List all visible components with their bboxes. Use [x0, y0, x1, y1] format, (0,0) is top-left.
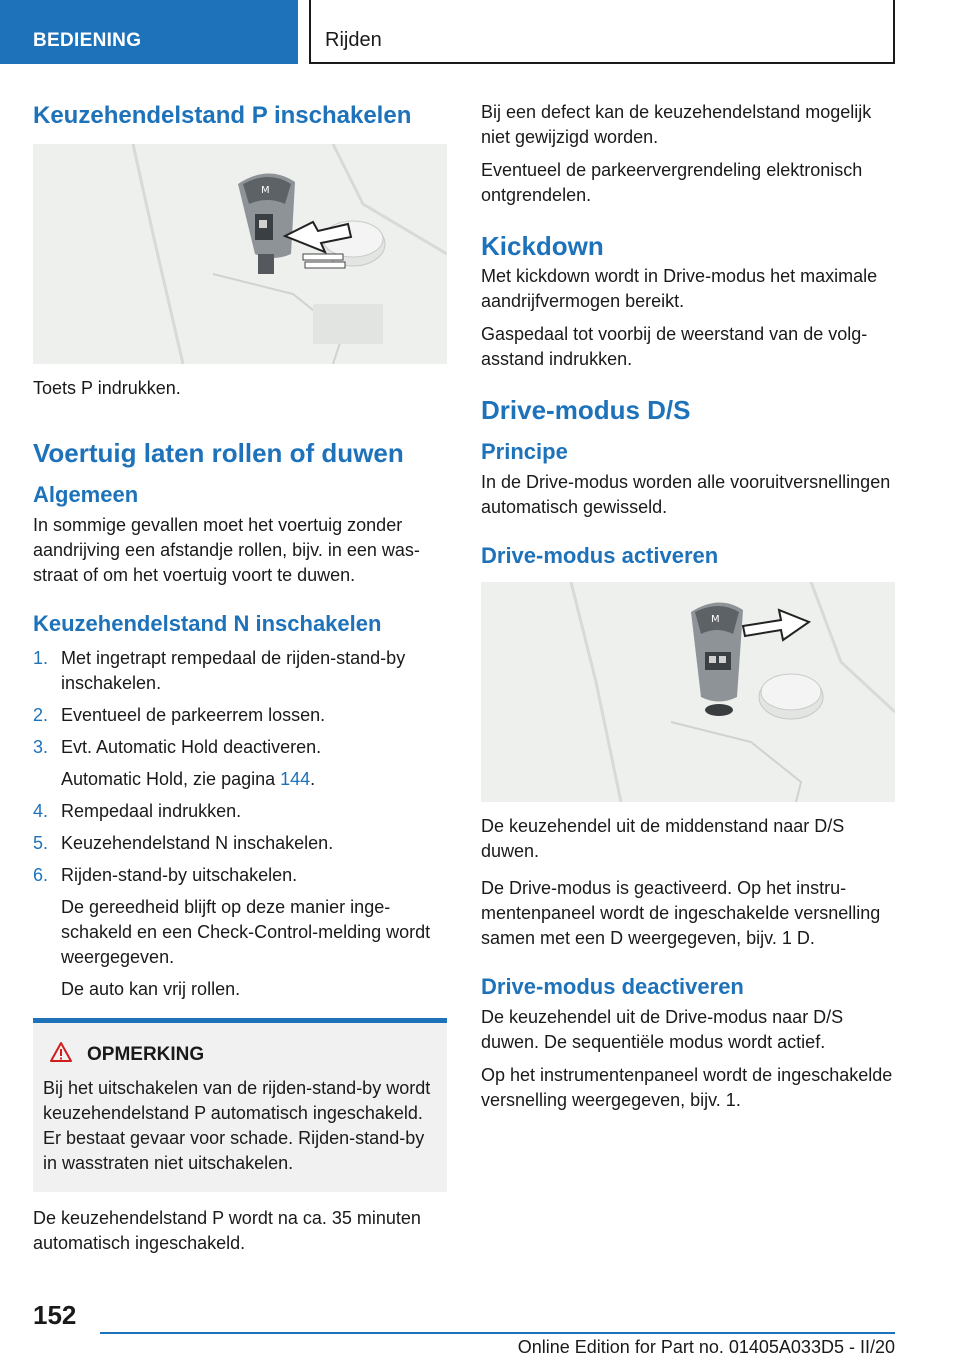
paragraph-kickdown-2: Gaspedaal tot voorbij de weerstand van de volgasstand indrukken. [481, 324, 868, 369]
heading-kickdown: Kickdown [481, 231, 604, 261]
paragraph-defect: Bij een defect kan de keuzehendelstand mogelijk niet gewijzigd worden. [481, 102, 872, 147]
paragraph-deactivate-1: De keuzehendel uit de Drive-modus naar D/S duwen. De sequentiële modus wordt actief. [481, 1007, 844, 1052]
heading-p-position: Keuzehendelstand P inschakelen [33, 102, 412, 129]
paragraph-unlock: Eventueel de parkeervergrendeling elektronisch ontgrendelen. [481, 160, 863, 205]
paragraph-kickdown-1: Met kickdown wordt in Drive-modus het maximale aandrijfvermogen bereikt. [481, 266, 878, 311]
step-item: 3. Evt. Automatic Hold deactiveren. Automatic Hold, zie pagina 144. [33, 737, 322, 789]
note-title: OPMERKING [87, 1043, 205, 1065]
paragraph-principle: In de Drive-modus worden alle vooruitversnellingen automatisch gewisseld. [481, 472, 891, 517]
svg-text:M: M [261, 185, 270, 196]
step-item: 4. Rempedaal indrukken. [33, 801, 242, 821]
left-column [33, 100, 447, 1264]
paragraph-deactivate-2: Op het instrumentenpaneel wordt de ingeschakelde versnelling weergegeven, bijv. 1. [481, 1065, 893, 1110]
step-item: 6. Rijden-stand-by uitschakelen. De gereedheid blijft op deze manier ingeschakeld en een Check-Control-melding wordt weergegeven. De auto kan vrij rollen. [33, 865, 431, 999]
page-number: 152 [33, 1300, 77, 1330]
heading-drive-mode: Drive-modus D/S [481, 395, 691, 425]
chapter-tab: BEDIENING [0, 0, 298, 64]
paragraph-auto-p: De keuzehendelstand P wordt na ca. 35 minuten automatisch ingeschakeld. [33, 1208, 421, 1253]
gear-selector-ds-figure [481, 582, 895, 802]
paragraph-activate-2: De Drive-modus is geactiveerd. Op het instrumentenpaneel wordt de ingeschakelde versnelling samen met een D weergegeven, bijv. 1 D. [481, 878, 881, 948]
gear-selector-ds-illustration [481, 582, 895, 802]
step-item: 2. Eventueel de parkeerrem lossen. [33, 705, 326, 725]
note-text: Bij het uitschakelen van de rijden-stand-by wordt keuzehendelstand P automatisch ingeschakeld. Er bestaat gevaar voor schade. Rijden-stand-by in wasstraten niet uitschakelen. [43, 1078, 431, 1173]
right-column [481, 100, 895, 1121]
heading-rolling: Voertuig laten rollen of duwen [33, 438, 404, 468]
paragraph-activate-1: De keuzehendel uit de middenstand naar D/S duwen. [481, 816, 845, 861]
subheading-activate: Drive-modus activeren [481, 543, 719, 568]
paragraph-general: In sommige gevallen moet het voertuig zonder aandrijving een afstandje rollen, bijv. in een wasstraat of om het voertuig voort te duwen. [33, 515, 420, 585]
page-reference-link[interactable]: 144 [280, 769, 311, 789]
subheading-general: Algemeen [33, 482, 139, 507]
subheading-principle: Principe [481, 439, 568, 464]
note-box [33, 1023, 447, 1192]
caption-press-p: Toets P indrukken. [33, 378, 181, 398]
footer-edition: Online Edition for Part no. 01405A033D5 - II/20 [517, 1337, 895, 1357]
svg-text:M: M [711, 614, 720, 625]
step-item: 1. Met ingetrapt rempedaal de rijden-stand-by inschakelen. [33, 648, 406, 693]
steps-list [33, 646, 447, 1002]
warning-icon [49, 1041, 73, 1068]
step-item: 5. Keuzehendelstand N inschakelen. [33, 833, 334, 853]
subheading-deactivate: Drive-modus deactiveren [481, 974, 744, 999]
gear-selector-p-illustration [33, 144, 447, 364]
gear-selector-p-figure [33, 144, 447, 364]
subheading-n-position: Keuzehendelstand N inschakelen [33, 611, 382, 636]
section-tab: Rijden [309, 0, 895, 64]
footer-divider [100, 1332, 895, 1334]
